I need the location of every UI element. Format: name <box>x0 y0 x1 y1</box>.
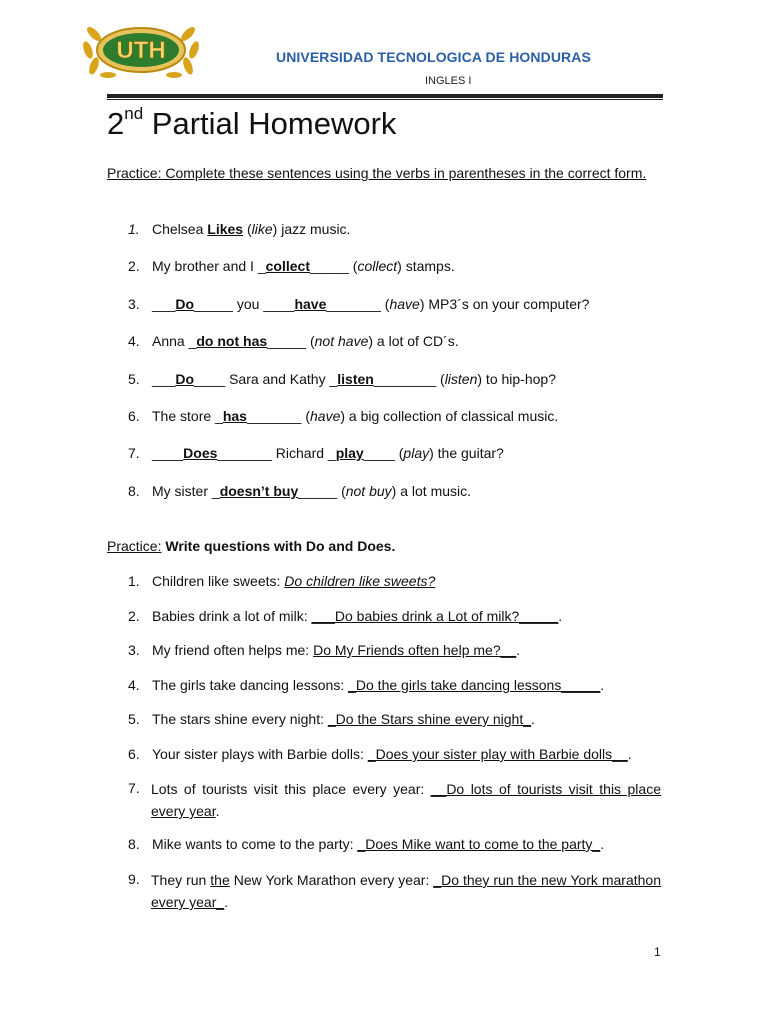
uth-logo <box>78 20 204 82</box>
list-item-number: 7. <box>128 780 140 796</box>
list-item-number: 9. <box>128 871 140 887</box>
course-name: INGLES I <box>425 75 472 87</box>
logo-text: UTH <box>116 37 166 64</box>
list-item: 7. ____Does_______ Richard _play____ (play) the guitar? <box>128 445 504 461</box>
list-item: 8. Mike wants to come to the party: _Does Mike want to come to the party_. <box>128 836 605 852</box>
section2-heading: Practice: Write questions with Do and Does. <box>107 538 396 554</box>
university-name: UNIVERSIDAD TECNOLOGICA DE HONDURAS <box>276 49 591 65</box>
list-item: 5. The stars shine every night: _Do the Stars shine every night_. <box>128 711 535 727</box>
list-item: 5. ___Do____ Sara and Kathy _listen________ (listen) to hip-hop? <box>128 371 556 387</box>
page-title: 2nd Partial Homework <box>107 104 397 141</box>
list-item: Lots of tourists visit this place every year: __Do lots of tourists visit this place every year. <box>151 781 661 819</box>
list-item: 3. ___Do_____ you ____have_______ (have) MP3´s on your computer? <box>128 296 590 312</box>
list-item: 6. The store _has_______ (have) a big collection of classical music. <box>128 408 559 424</box>
list-item: They run the New York Marathon every year: _Do they run the new York marathon every year_. <box>151 872 661 910</box>
list-item: 8. My sister _doesn’t buy_____ (not buy) a lot music. <box>128 483 472 499</box>
header-rule-thick <box>107 94 663 98</box>
list-item: 3. My friend often helps me: Do My Friends often help me?__. <box>128 642 521 658</box>
header-rule-thin <box>107 99 663 100</box>
section1-heading: Practice: Complete these sentences using the verbs in parentheses in the correct form. <box>107 165 647 181</box>
list-item: 4. Anna _do not has_____ (not have) a lot of CD´s. <box>128 333 459 349</box>
page-number: 1 <box>654 945 661 959</box>
list-item: 6. Your sister plays with Barbie dolls: _Does your sister play with Barbie dolls__. <box>128 746 632 762</box>
list-item: 4. The girls take dancing lessons: _Do the girls take dancing lessons_____. <box>128 677 605 693</box>
list-item: 2. Babies drink a lot of milk: ___Do babies drink a Lot of milk?_____. <box>128 608 563 624</box>
list-item: 1. Children like sweets: Do children like sweets? <box>128 573 436 589</box>
list-item: 1. Chelsea Likes (like) jazz music. <box>128 221 351 237</box>
list-item: 2. My brother and I _collect_____ (collect) stamps. <box>128 258 455 274</box>
